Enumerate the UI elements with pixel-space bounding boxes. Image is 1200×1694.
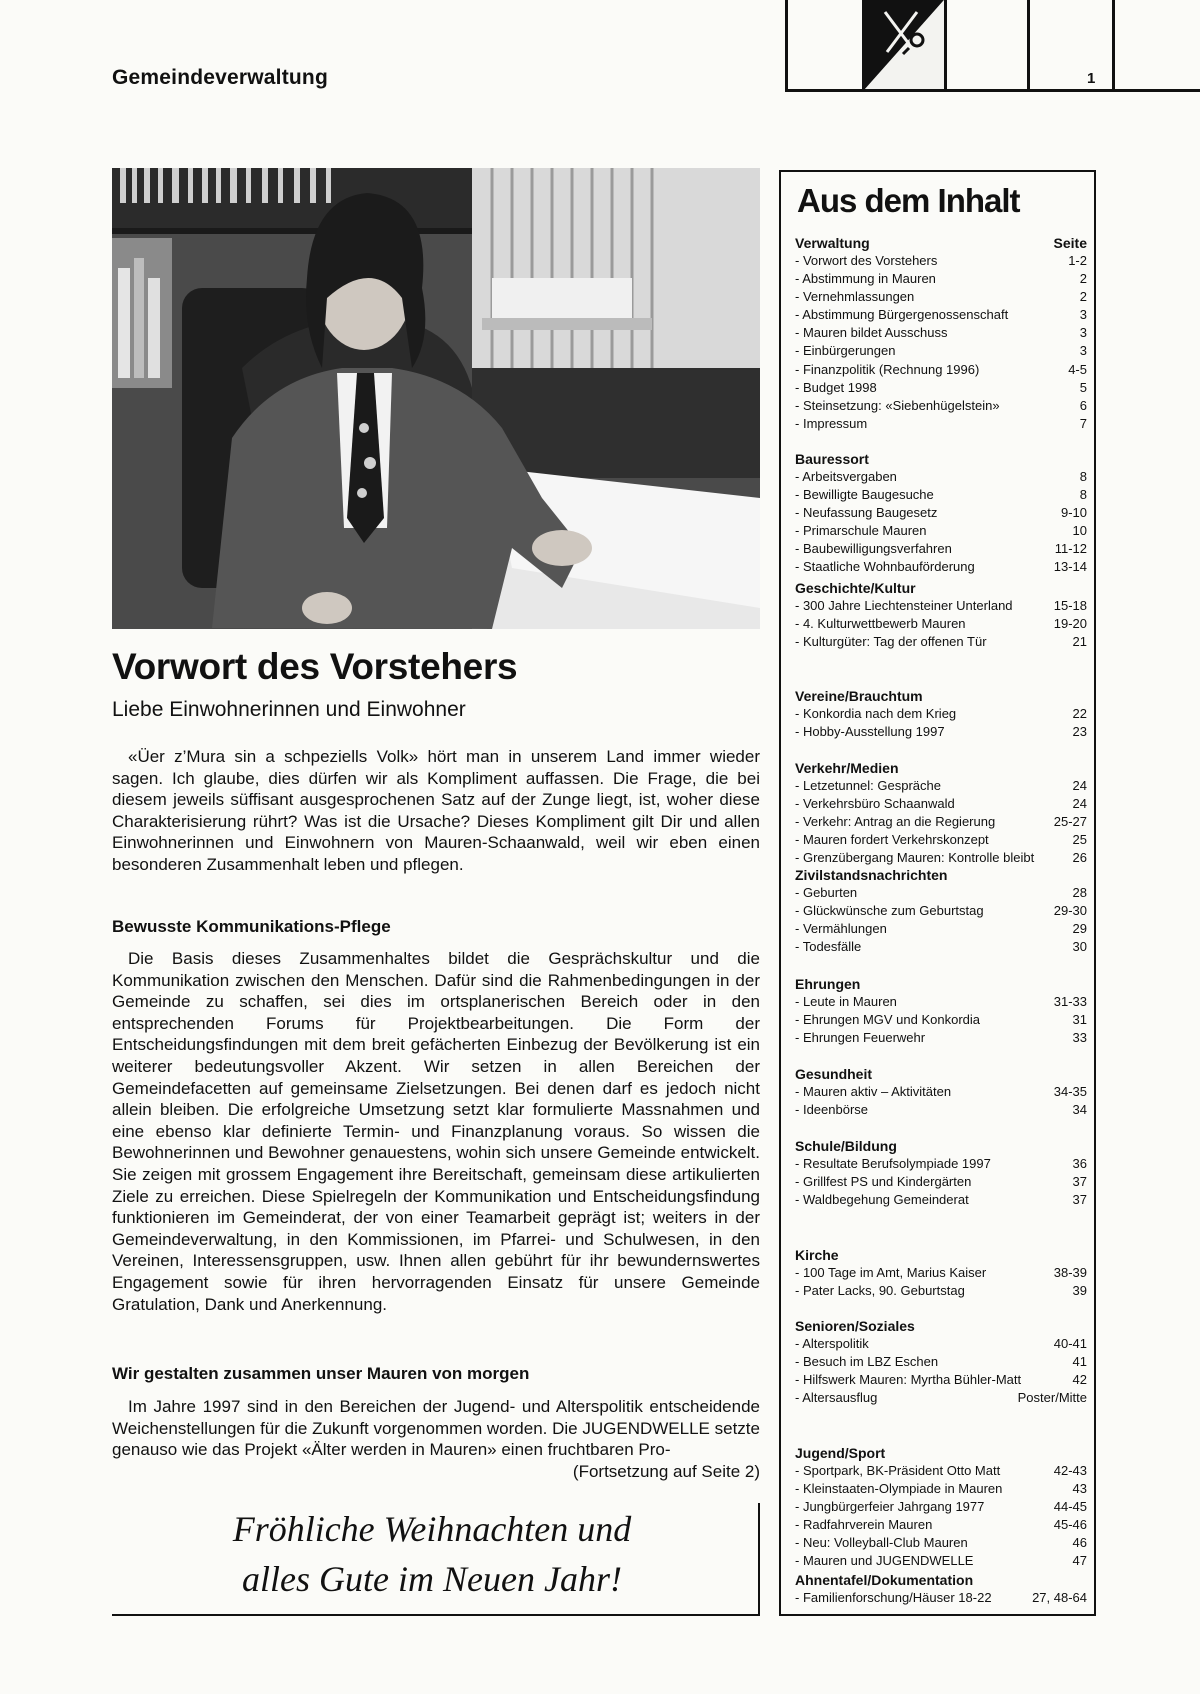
- toc-entry: [795, 993, 1087, 1011]
- toc-entry-page: 24: [1072, 778, 1087, 793]
- toc-section-heading: [795, 866, 1087, 884]
- toc-entry-page: 26: [1072, 850, 1087, 866]
- toc-entry-page: 3: [1079, 325, 1087, 341]
- toc-entry-label: - Todesfälle: [795, 938, 861, 956]
- header-rule: [785, 89, 1200, 92]
- toc-heading-label: Kirche: [795, 1247, 839, 1263]
- section-title: Gemeindeverwaltung: [112, 66, 328, 89]
- toc-entry-label: - 300 Jahre Liechtensteiner Unterland: [795, 597, 1013, 615]
- toc-entry-label: - Hilfswerk Mauren: Myrtha Bühler-Matt: [795, 1371, 1021, 1389]
- toc-entry: [795, 831, 1087, 849]
- toc-entry-label: - Ehrungen Feuerwehr: [795, 1029, 925, 1047]
- portrait-photo: [112, 168, 760, 629]
- toc-entry: [795, 1480, 1087, 1498]
- toc-entry: [795, 1335, 1087, 1353]
- toc-entry-page: 15-18: [1053, 598, 1087, 613]
- toc-entry-page: 11-12: [1054, 541, 1087, 557]
- toc-entry-page: 38-39: [1053, 1265, 1087, 1280]
- toc-section: [795, 975, 1087, 1047]
- toc-entry-label: - Ehrungen MGV und Konkordia: [795, 1011, 980, 1029]
- toc-entry: [795, 1462, 1087, 1480]
- toc-entry: [795, 1155, 1087, 1173]
- toc-entry-page: 22: [1072, 706, 1087, 721]
- toc-entry: [795, 795, 1087, 813]
- toc-entry: [795, 486, 1087, 504]
- toc-entry-page: 23: [1072, 724, 1087, 740]
- toc-entry: [795, 558, 1087, 576]
- toc-entry: [795, 597, 1087, 615]
- toc-heading-label: Verkehr/Medien: [795, 760, 899, 776]
- toc-section: [795, 579, 1087, 651]
- toc-entry-label: - Verkehrsbüro Schaanwald: [795, 795, 955, 813]
- toc-section-heading: [795, 1137, 1087, 1155]
- toc-section-heading: [795, 1571, 1087, 1589]
- toc-entry-label: - Ideenbörse: [795, 1101, 868, 1119]
- page-number: 1: [1087, 70, 1096, 87]
- article-title: Vorwort des Vorstehers: [112, 646, 518, 687]
- toc-heading-label: Gesundheit: [795, 1066, 873, 1082]
- toc-entry-label: - Vermählungen: [795, 920, 887, 938]
- toc-entry: [795, 1589, 1087, 1607]
- toc-entry: [795, 288, 1087, 306]
- toc-entry-page: 3: [1079, 343, 1087, 359]
- toc-entry-page: 21: [1072, 634, 1087, 650]
- toc-entry-label: - Mauren aktiv – Aktivitäten: [795, 1083, 951, 1101]
- continuation-note: (Fortsetzung auf Seite 2): [572, 1462, 760, 1481]
- header-tab-cell: [785, 0, 865, 92]
- toc-section: [795, 1246, 1087, 1300]
- toc-entry-page: 40-41: [1053, 1336, 1087, 1351]
- toc-entry-label: - Konkordia nach dem Krieg: [795, 705, 956, 723]
- toc-entry: [795, 1282, 1087, 1300]
- toc-section-heading: [795, 1317, 1087, 1335]
- toc-entry-page: 4-5: [1068, 361, 1087, 377]
- toc-entry-label: - Waldbegehung Gemeinderat: [795, 1191, 969, 1209]
- toc-entry-label: - Bewilligte Baugesuche: [795, 486, 934, 504]
- toc-entry-page: Poster/Mitte: [1017, 1390, 1087, 1406]
- toc-section: [795, 1065, 1087, 1119]
- toc-entry-label: - Mauren bildet Ausschuss: [795, 324, 947, 342]
- toc-entry: [795, 415, 1087, 433]
- toc-entry-page: 31: [1072, 1012, 1087, 1028]
- toc-entry-label: - Besuch im LBZ Eschen: [795, 1353, 938, 1371]
- toc-entry-label: - Alterspolitik: [795, 1335, 869, 1353]
- toc-entry-label: - Altersausflug: [795, 1389, 877, 1407]
- toc-entry-page: 31-33: [1053, 994, 1087, 1009]
- toc-entry-page: 10: [1072, 523, 1087, 539]
- toc-entry: [795, 252, 1087, 270]
- toc-entry-page: 47: [1072, 1553, 1087, 1569]
- toc-heading-label: Verwaltung: [795, 235, 870, 251]
- section-paragraph-future: Im Jahre 1997 sind in den Bereichen der Jugend- und Alterspolitik entscheidende Weichenstellungen für die Zukunft vorgenommen worden. Die JUGENDWELLE setzte genauso wie das Projekt «Älter werden in Mauren» einen fruchtbaren Pro-: [112, 1397, 760, 1460]
- toc-entry: [795, 902, 1087, 920]
- toc-entry: [795, 1353, 1087, 1371]
- toc-heading-label: Vereine/Brauchtum: [795, 688, 923, 704]
- toc-entry-page: 30: [1072, 939, 1087, 955]
- toc-heading-label: Ahnentafel/Dokumentation: [795, 1572, 974, 1588]
- toc-section: [795, 450, 1087, 577]
- toc-entry: [795, 522, 1087, 540]
- toc-entry-page: 29-30: [1053, 903, 1087, 919]
- toc-heading-label: Jugend/Sport: [795, 1445, 886, 1461]
- toc-entry-label: - Hobby-Ausstellung 1997: [795, 723, 945, 741]
- toc-heading-label: Bauressort: [795, 451, 869, 467]
- toc-entry: [795, 615, 1087, 633]
- toc-entry-label: - Pater Lacks, 90. Geburtstag: [795, 1282, 965, 1300]
- toc-entry: [795, 884, 1087, 902]
- toc-section: [795, 687, 1087, 741]
- toc-entry-label: - Radfahrverein Mauren: [795, 1516, 932, 1534]
- toc-entry-page: 3: [1079, 307, 1087, 323]
- toc-entry: [795, 270, 1087, 288]
- toc-section-heading: [795, 975, 1087, 993]
- toc-entry-page: 5: [1079, 379, 1087, 395]
- toc-entry-label: - Vernehmlassungen: [795, 288, 914, 306]
- toc-entry-label: - Letzetunnel: Gespräche: [795, 777, 941, 795]
- toc-entry: [795, 633, 1087, 651]
- toc-entry: [795, 1516, 1087, 1534]
- toc-entry-page: 27, 48-64: [1032, 1590, 1087, 1605]
- toc-entry: [795, 705, 1087, 723]
- greeting-line-1: Fröhliche Weihnachten und: [232, 1509, 632, 1549]
- toc-section-heading: [795, 234, 1087, 252]
- toc-entry: [795, 1101, 1087, 1119]
- toc-entry-label: - Neu: Volleyball-Club Mauren: [795, 1534, 968, 1552]
- header-tab-grid: [785, 0, 1200, 92]
- header-tab-cell: [1115, 0, 1200, 92]
- toc-entry-label: - Impressum: [795, 415, 867, 433]
- toc-entry-label: - Glückwünsche zum Geburtstag: [795, 902, 984, 920]
- toc-entry-page: 8: [1079, 487, 1087, 503]
- toc-entry-page: 19-20: [1053, 616, 1087, 632]
- toc-entry-page: 25: [1072, 832, 1087, 848]
- toc-entry: [795, 1264, 1087, 1282]
- section-heading-future: Wir gestalten zusammen unser Mauren von morgen: [112, 1364, 530, 1383]
- toc-entry-label: - Resultate Berufsolympiade 1997: [795, 1155, 991, 1173]
- toc-entry: [795, 540, 1087, 558]
- toc-heading-label: Senioren/Soziales: [795, 1318, 915, 1334]
- toc-entry-page: 1-2: [1068, 253, 1087, 268]
- toc-entry-page: 29: [1072, 921, 1087, 937]
- toc-entry-label: - Vorwort des Vorstehers: [795, 252, 937, 270]
- header-tab-cell-logo: [865, 0, 947, 92]
- toc-section: [795, 759, 1087, 867]
- toc-heading-label: Geschichte/Kultur: [795, 580, 916, 596]
- toc-entry-label: - Grenzübergang Mauren: Kontrolle bleibt: [795, 849, 1034, 867]
- toc-entry-label: - Leute in Mauren: [795, 993, 897, 1011]
- toc-section-heading: [795, 450, 1087, 468]
- toc-entry-label: - Neufassung Baugesetz: [795, 504, 937, 522]
- toc-section-heading: [795, 687, 1087, 705]
- toc-entry-label: - Steinsetzung: «Siebenhügelstein»: [795, 397, 1000, 415]
- toc-entry: [795, 379, 1087, 397]
- toc-entry-label: - 100 Tage im Amt, Marius Kaiser: [795, 1264, 986, 1282]
- toc-entry-page: 37: [1072, 1192, 1087, 1208]
- toc-entry-label: - Kulturgüter: Tag der offenen Tür: [795, 633, 987, 651]
- toc-entry: [795, 1083, 1087, 1101]
- toc-entry-label: - Verkehr: Antrag an die Regierung: [795, 813, 995, 831]
- toc-entry-page: 33: [1072, 1030, 1087, 1046]
- toc-entry-label: - Sportpark, BK-Präsident Otto Matt: [795, 1462, 1000, 1480]
- toc-entry-page: 42: [1072, 1372, 1087, 1388]
- toc-entry-label: - Budget 1998: [795, 379, 877, 397]
- toc-entry-page: 45-46: [1053, 1517, 1087, 1533]
- header-tab-cell: [947, 0, 1030, 92]
- section-heading-communication: Bewusste Kommunikations-Pflege: [112, 917, 391, 936]
- toc-entry: [795, 1498, 1087, 1516]
- toc-entry: [795, 1029, 1087, 1047]
- toc-section-heading: [795, 1444, 1087, 1462]
- toc-entry: [795, 1011, 1087, 1029]
- toc-entry: [795, 938, 1087, 956]
- toc-entry-label: - Mauren und JUGENDWELLE: [795, 1552, 973, 1570]
- toc-entry-label: - Jungbürgerfeier Jahrgang 1977: [795, 1498, 984, 1516]
- toc-entry-page: 37: [1072, 1174, 1087, 1190]
- toc-entry-label: - Baubewilligungsverfahren: [795, 540, 952, 558]
- toc-section: [795, 1444, 1087, 1571]
- toc-heading-label: Ehrungen: [795, 976, 861, 992]
- toc-entry: [795, 1552, 1087, 1570]
- toc-entry: [795, 324, 1087, 342]
- toc-entry: [795, 849, 1087, 867]
- toc-entry-label: - Arbeitsvergaben: [795, 468, 897, 486]
- toc-entry-label: - Geburten: [795, 884, 857, 902]
- toc-section-heading: [795, 759, 1087, 777]
- toc-entry-label: - Staatliche Wohnbauförderung: [795, 558, 975, 576]
- toc-entry-page: 2: [1079, 289, 1087, 305]
- toc-entry: [795, 723, 1087, 741]
- toc-entry: [795, 920, 1087, 938]
- toc-entry: [795, 813, 1087, 831]
- toc-entry-page: 44-45: [1053, 1499, 1087, 1515]
- header-tab-cell: [1030, 0, 1115, 92]
- toc-heading-label: Zivilstandsnachrichten: [795, 867, 948, 883]
- toc-entry-label: - Finanzpolitik (Rechnung 1996): [795, 361, 979, 379]
- toc-entry: [795, 468, 1087, 486]
- crossed-tools-logo-icon: [865, 0, 944, 89]
- toc-entry: [795, 342, 1087, 360]
- toc-entry: [795, 1389, 1087, 1407]
- toc-section: [795, 1571, 1087, 1607]
- toc-entry-page: 6: [1079, 397, 1087, 413]
- toc-entry-page: 2: [1079, 271, 1087, 287]
- toc-section: [795, 1137, 1087, 1209]
- toc-entry: [795, 361, 1087, 379]
- intro-paragraph: «Üer z’Mura sin a schpeziells Volk» hört man in unserem Land immer wieder sagen. Ich glaube, dies dürfen wir als Kompliment auffassen. Die Frage, die bei diesem jeweils süffisant ausgesprochenen Satz auf der Zunge liegt, ist, woher diese Charakterisierung rührt? Was ist die Ursache? Dieses Kompliment gilt Dir und allen Einwohnerinnen und Einwohnern von Mauren-Schaanwald, weil wir eben einen besonderen Zusammenhalt leben und pflegen.: [112, 747, 760, 874]
- toc-entry-page: 25-27: [1053, 814, 1087, 830]
- toc-entry-label: - 4. Kulturwettbewerb Mauren: [795, 615, 966, 633]
- toc-entry: [795, 1534, 1087, 1552]
- toc-heading-label: Schule/Bildung: [795, 1138, 897, 1154]
- toc-entry: [795, 777, 1087, 795]
- toc-entry-page: 34: [1072, 1102, 1087, 1118]
- toc-entry-page: 34-35: [1053, 1084, 1087, 1099]
- toc-section-heading: [795, 1065, 1087, 1083]
- toc-entry-label: - Abstimmung Bürgergenossenschaft: [795, 306, 1008, 324]
- section-paragraph-communication: Die Basis dieses Zusammenhaltes bildet die Gesprächskultur und die Kommunikation zwischen den Menschen. Dafür sind die Rahmenbedingungen in der Gemeinde zu schaffen, sei dies im ortsplanerischen Bereich oder in den entsprechenden Forums für Projektbearbeitungen. Die Form der Entscheidungsfindungen mit dem breit gefächerten Einbezug der Bevölkerung ist ein weiterer bedeutungsvoller Akzent. Wir setzen in allen Bereichen der Gemeindefacetten auf gemeinsame Zielsetzungen. Bei denen darf es jedoch nicht allein bleiben. Die erfolgreiche Umsetzung setzt klar formulierte Massnahmen und eine ebenso klar definierte Termin- und Finanzplanung voraus. So wissen die Bewohnerinnen und Bewohner genauestens, wohin sich unsere Gemeinde entwickelt. Sie zeigen mit grossem Engagement ihre Bereitschaft, gemeinsam diese artikulierten Ziele zu erreichen. Diese Spielregeln der Kommunikation und Entscheidungsfindung funktionieren im Gemeinderat, der von einer Teamarbeit geprägt ist; weiters in der Gemeindeverwaltung, in den Kommissionen, im Pfarrei- und Schulwesen, in den Vereinen, Interessensgruppen, usw. Ihnen allen gebührt für ihr bewundernswertes Engagement sowie für ihren hervorragenden Einsatz für unsere Gemeinde Gratulation, Dank und Anerkennung.: [112, 949, 760, 1314]
- toc-entry-page: 41: [1072, 1354, 1087, 1370]
- toc-entry-page: 46: [1072, 1535, 1087, 1551]
- toc-entry: [795, 306, 1087, 324]
- toc-page-column-label: Seite: [1053, 235, 1087, 251]
- toc-section-heading: [795, 1246, 1087, 1264]
- toc-section: [795, 1317, 1087, 1407]
- toc-entry: [795, 1371, 1087, 1389]
- toc-entry: [795, 1173, 1087, 1191]
- toc-entry-label: - Primarschule Mauren: [795, 522, 927, 540]
- toc-entry-page: 39: [1072, 1283, 1087, 1299]
- toc-entry-label: - Kleinstaaten-Olympiade in Mauren: [795, 1480, 1002, 1498]
- toc-entry-page: 24: [1072, 796, 1087, 812]
- toc-entry-page: 7: [1079, 415, 1087, 431]
- toc-entry-label: - Einbürgerungen: [795, 342, 895, 360]
- article-subtitle: Liebe Einwohnerinnen und Einwohner: [112, 698, 466, 721]
- toc-entry: [795, 1191, 1087, 1209]
- toc-entry-page: 43: [1072, 1481, 1087, 1497]
- toc-entry-page: 42-43: [1053, 1463, 1087, 1478]
- toc-entry-label: - Familienforschung/Häuser 18-22: [795, 1589, 992, 1607]
- toc-entry-label: - Mauren fordert Verkehrskonzept: [795, 831, 989, 849]
- toc-entry-page: 36: [1072, 1156, 1087, 1171]
- toc-entry-page: 13-14: [1053, 559, 1087, 575]
- toc-section: [795, 866, 1087, 956]
- toc-entry-page: 28: [1072, 885, 1087, 900]
- toc-title: Aus dem Inhalt: [797, 182, 1020, 219]
- toc-section-heading: [795, 579, 1087, 597]
- toc-entry-page: 9-10: [1060, 505, 1087, 521]
- toc-entry-label: - Abstimmung in Mauren: [795, 270, 936, 288]
- toc-entry-label: - Grillfest PS und Kindergärten: [795, 1173, 971, 1191]
- toc-section: [795, 234, 1087, 433]
- greeting-line-2: alles Gute im Neuen Jahr!: [242, 1559, 622, 1599]
- table-of-contents: [779, 170, 1096, 1616]
- toc-entry: [795, 504, 1087, 522]
- toc-entry: [795, 397, 1087, 415]
- toc-entry-page: 8: [1079, 469, 1087, 484]
